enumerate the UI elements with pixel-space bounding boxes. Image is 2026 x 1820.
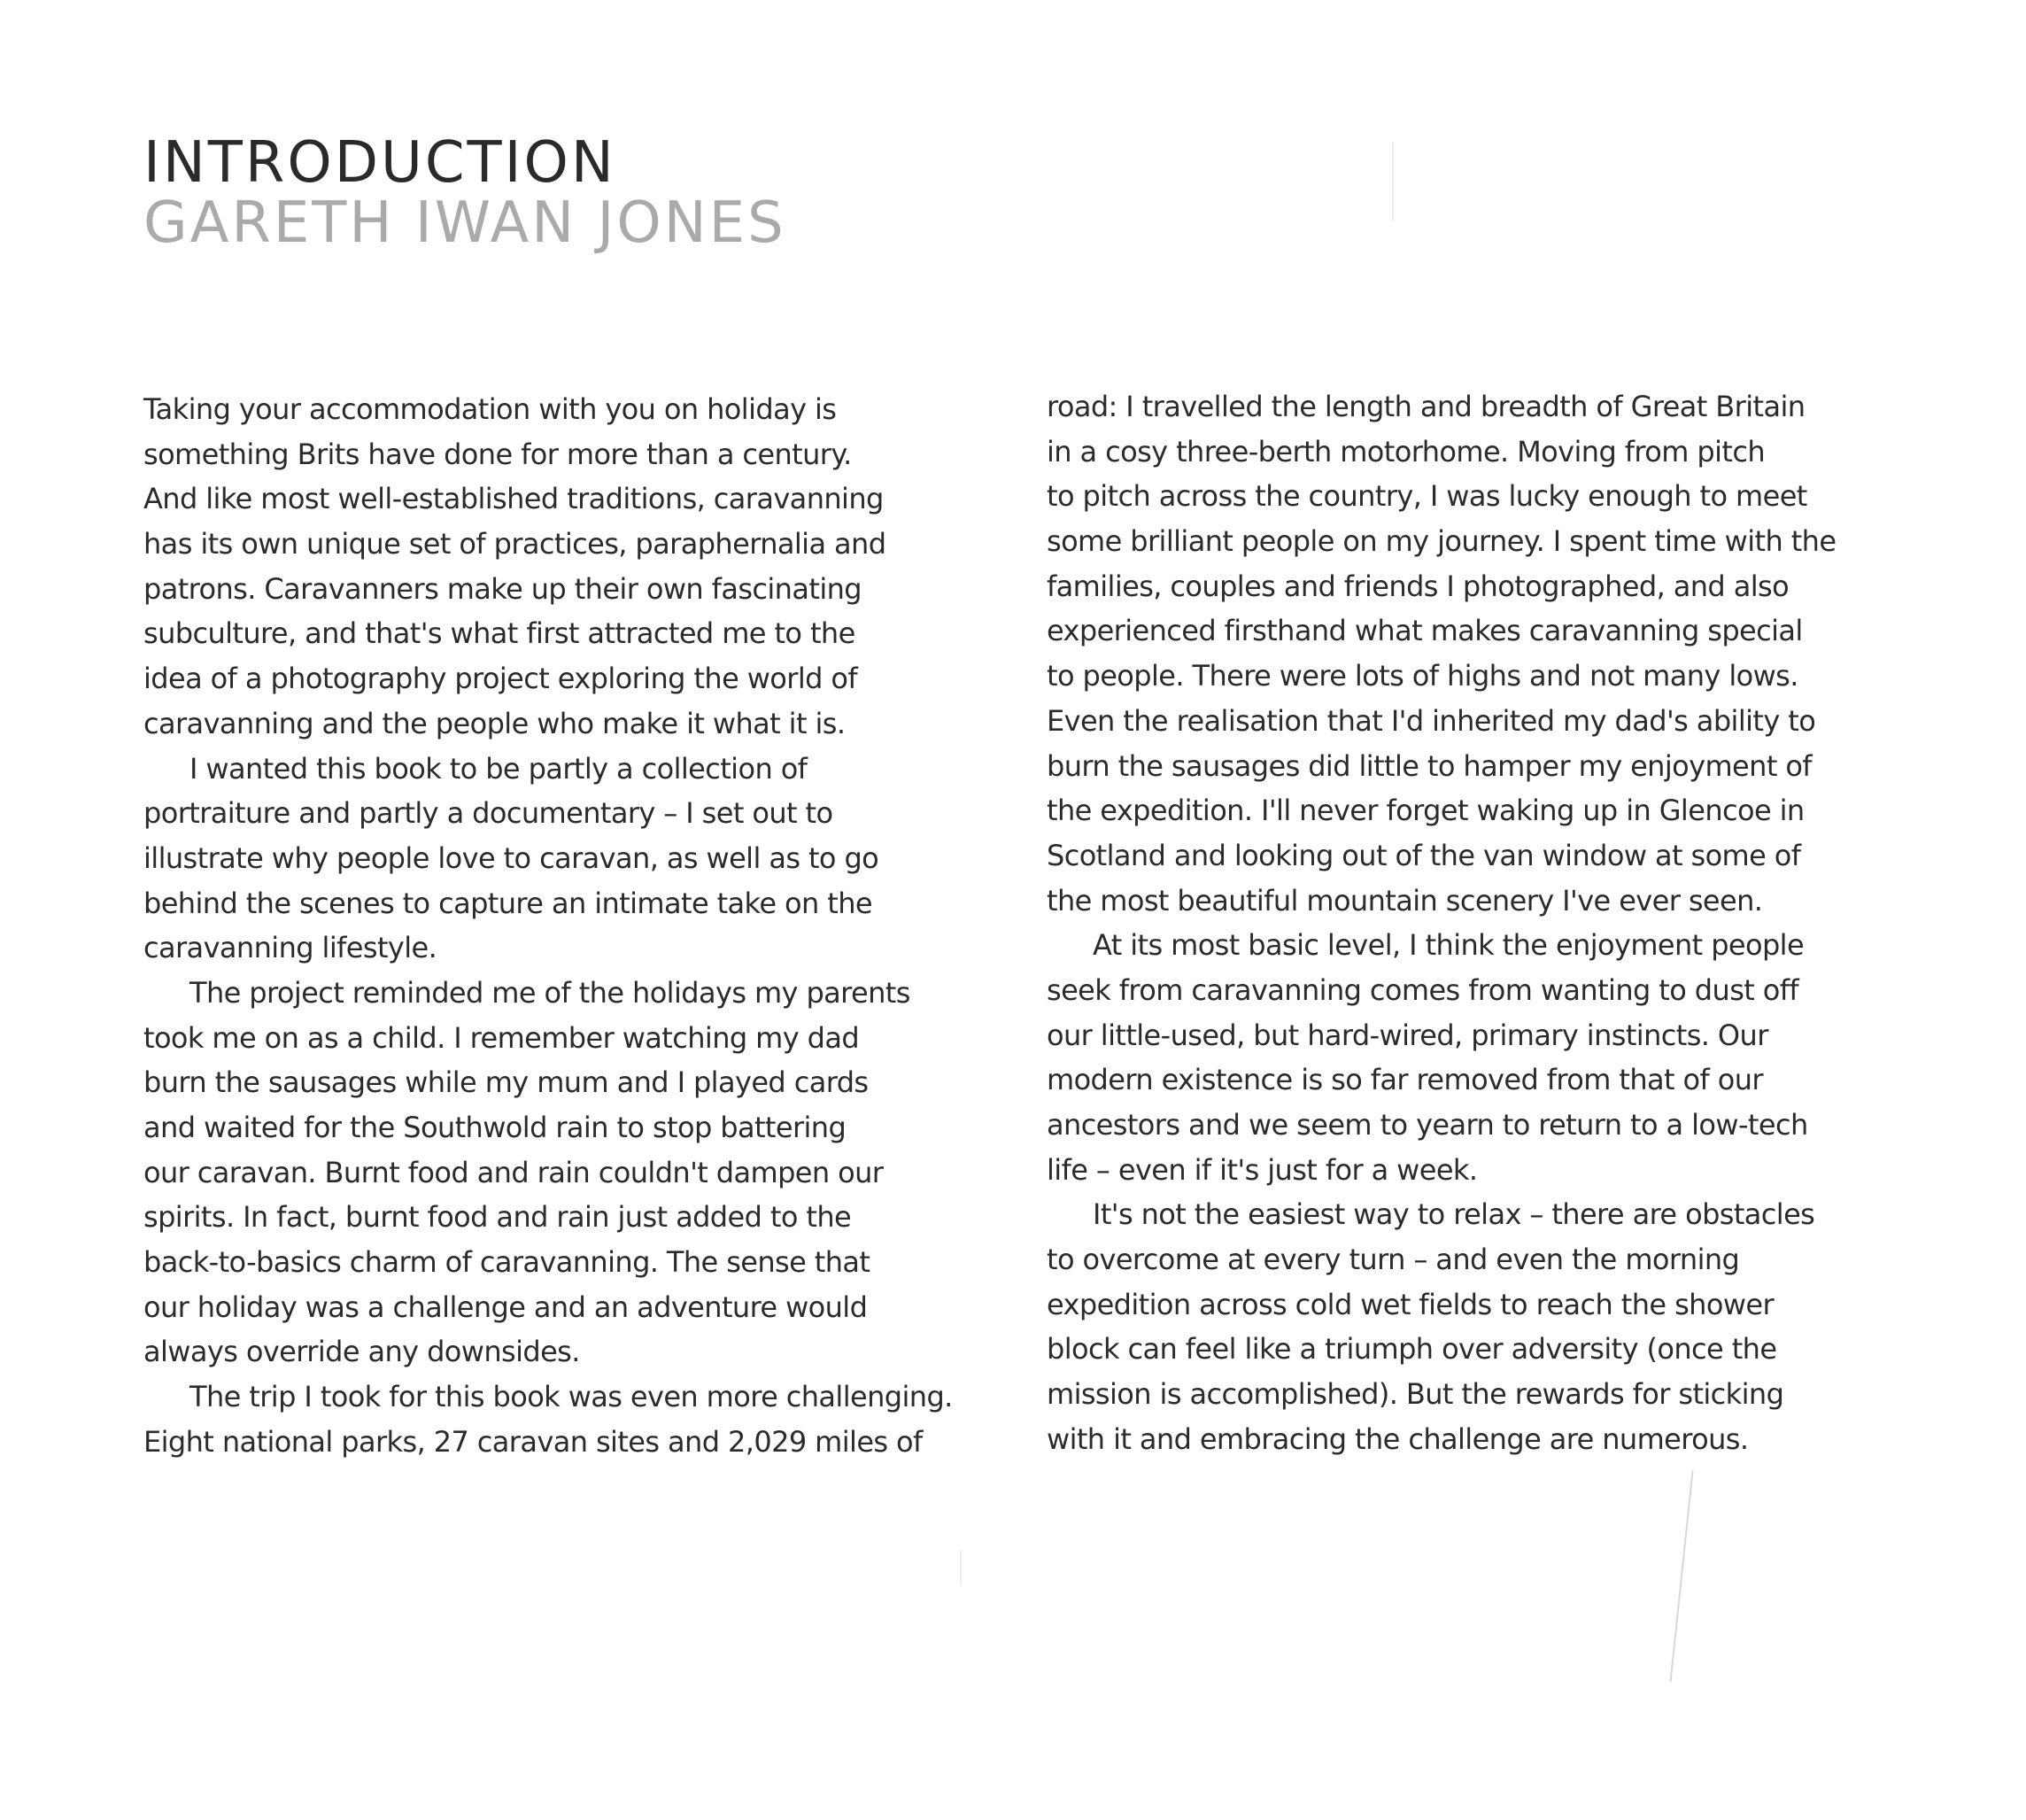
text-line: Eight national parks, 27 caravan sites and 2,029 miles of <box>143 1424 923 1459</box>
text-line: always override any downsides. <box>143 1335 580 1369</box>
text-line: ancestors and we seem to yearn to return to a low-tech <box>1047 1108 1808 1142</box>
text-line: subculture, and that's what first attracted me to the <box>143 616 855 651</box>
chapter-title: INTRODUCTION <box>143 130 616 196</box>
text-line: caravanning and the people who make it what it is. <box>143 706 846 740</box>
text-line: I wanted this book to be partly a collection of <box>189 751 808 786</box>
text-line: portraiture and partly a documentary – I set out to <box>143 796 833 831</box>
text-line: burn the sausages did little to hamper my enjoyment of <box>1047 748 1812 783</box>
text-line: illustrate why people love to caravan, as well as to go <box>143 840 879 875</box>
chapter-heading <box>143 130 786 256</box>
text-line: idea of a photography project exploring the world of <box>143 662 858 696</box>
text-line: our caravan. Burnt food and rain couldn't dampen our <box>143 1155 884 1189</box>
text-line: road: I travelled the length and breadth of Great Britain <box>1047 390 1806 423</box>
text-line: caravanning lifestyle. <box>143 931 437 965</box>
right-text-column <box>1047 384 1941 1462</box>
text-line: At its most basic level, I think the enjoyment people <box>1093 928 1805 963</box>
text-line: the expedition. I'll never forget waking up in Glencoe in <box>1047 794 1805 828</box>
scan-artifact <box>1669 1471 1693 1683</box>
text-line: to people. There were lots of highs and not many lows. <box>1047 659 1798 693</box>
text-line: has its own unique set of practices, paraphernalia and <box>143 527 886 561</box>
text-line: to pitch across the country, I was lucky enough to meet <box>1047 479 1807 514</box>
text-line: Taking your accommodation with you on holiday is <box>143 392 837 426</box>
text-line: block can feel like a triumph over adversity (once the <box>1047 1332 1777 1367</box>
text-line: families, couples and friends I photographed, and also <box>1047 569 1790 603</box>
text-line: with it and embracing the challenge are numerous. <box>1047 1421 1749 1456</box>
scan-artifact <box>1392 142 1394 221</box>
text-line: burn the sausages while my mum and I played cards <box>143 1065 869 1100</box>
scan-artifact <box>960 1550 962 1585</box>
text-line: back-to-basics charm of caravanning. The sense that <box>143 1245 870 1280</box>
left-text-column <box>143 387 1038 1465</box>
text-line: Even the realisation that I'd inherited my dad's ability to <box>1047 703 1816 738</box>
text-line: our little-used, but hard-wired, primary instincts. Our <box>1047 1018 1768 1052</box>
text-line: mission is accomplished). But the rewards for sticking <box>1047 1377 1784 1412</box>
author-name: GARETH IWAN JONES <box>143 190 786 256</box>
text-line: our holiday was a challenge and an adventure would <box>143 1289 868 1324</box>
text-line: the most beautiful mountain scenery I've ever seen. <box>1047 883 1763 918</box>
text-line: The project reminded me of the holidays my parents <box>189 975 910 1010</box>
text-line: expedition across cold wet fields to reach the shower <box>1047 1287 1775 1321</box>
text-line: Scotland and looking out of the van window at some of <box>1047 838 1801 872</box>
text-line: life – even if it's just for a week. <box>1047 1152 1478 1187</box>
text-line: seek from caravanning comes from wanting to dust off <box>1047 972 1799 1007</box>
text-line: patrons. Caravanners make up their own fascinating <box>143 571 862 606</box>
text-line: something Brits have done for more than a century. <box>143 437 852 471</box>
text-line: in a cosy three-berth motorhome. Moving from pitch <box>1047 434 1766 469</box>
text-line: took me on as a child. I remember watching my dad <box>143 1020 860 1055</box>
text-line: And like most well-established traditions, caravanning <box>143 482 884 516</box>
text-line: It's not the easiest way to relax – there are obstacles <box>1093 1197 1815 1232</box>
text-line: spirits. In fact, burnt food and rain just added to the <box>143 1200 852 1235</box>
text-line: behind the scenes to capture an intimate take on the <box>143 886 872 920</box>
text-line: and waited for the Southwold rain to stop battering <box>143 1111 847 1144</box>
text-line: experienced firsthand what makes caravanning special <box>1047 614 1803 648</box>
text-line: modern existence is so far removed from that of our <box>1047 1063 1763 1097</box>
text-line: to overcome at every turn – and even the morning <box>1047 1243 1740 1277</box>
text-line: some brilliant people on my journey. I spent time with the <box>1047 524 1837 559</box>
text-line: The trip I took for this book was even more challenging. <box>189 1380 953 1414</box>
